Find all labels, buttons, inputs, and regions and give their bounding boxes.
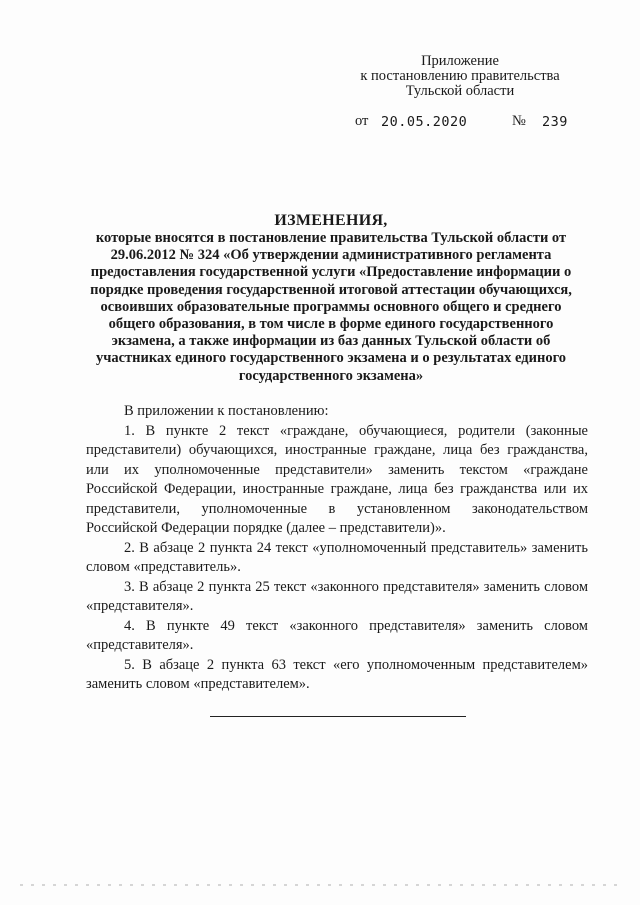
amendment-item-2: 2. В абзаце 2 пункта 24 текст «уполномоченный представитель» заменить словом «представитель». [86, 539, 588, 575]
amendment-item-4: 4. В пункте 49 текст «законного представителя» заменить словом «представителя». [86, 617, 588, 653]
closing-rule [210, 716, 466, 717]
scan-artifact-line [20, 884, 620, 886]
amendment-item-1: 1. В пункте 2 текст «граждане, обучающиеся, родители (законные представители) обучающихся, иностранные граждане, лица без гражданства, или их уполномоченные представители» заменить текстом «граждане Российской Федерации, иностранные граждане, лица без гражданства или их представители, уполномоченные в установленном законодательством Российской Федерации порядке (далее – представители)». [86, 422, 588, 536]
document-heading [86, 212, 576, 385]
annex-line-3: Тульской области [405, 83, 515, 99]
amendment-item-3: 3. В абзаце 2 пункта 25 текст «законного представителя» заменить словом «представителя». [86, 578, 588, 614]
document-title: ИЗМЕНЕНИЯ, [274, 212, 388, 229]
amendment-item-5: 5. В абзаце 2 пункта 63 текст «его уполномоченным представителем» заменить словом «представителем». [86, 656, 588, 692]
number-label: № [512, 113, 526, 129]
annex-line-1: Приложение [421, 53, 499, 69]
date-from-label: от [355, 113, 369, 129]
annex-block [340, 54, 580, 99]
document-subtitle: которые вносятся в постановление правительства Тульской области от 29.06.2012 № 324 «Об утверждении административного регламента предоставления государственной услуги «Предоставление информации о порядке проведения государственной итоговой аттестации обучающихся, освоивших образовательные программы основного общего и среднего общего образования, в том числе в форме единого государственного экзамена, а также информации из баз данных Тульской области об участниках единого государственного экзамена и о результатах единого государственного экзамена» [90, 230, 572, 384]
resolution-date: 20.05.2020 [381, 114, 468, 130]
annex-line-2: к постановлению правительства [360, 68, 560, 84]
body-intro: В приложении к постановлению: [124, 403, 329, 419]
document-body [86, 402, 588, 695]
resolution-number: 239 [542, 114, 568, 130]
